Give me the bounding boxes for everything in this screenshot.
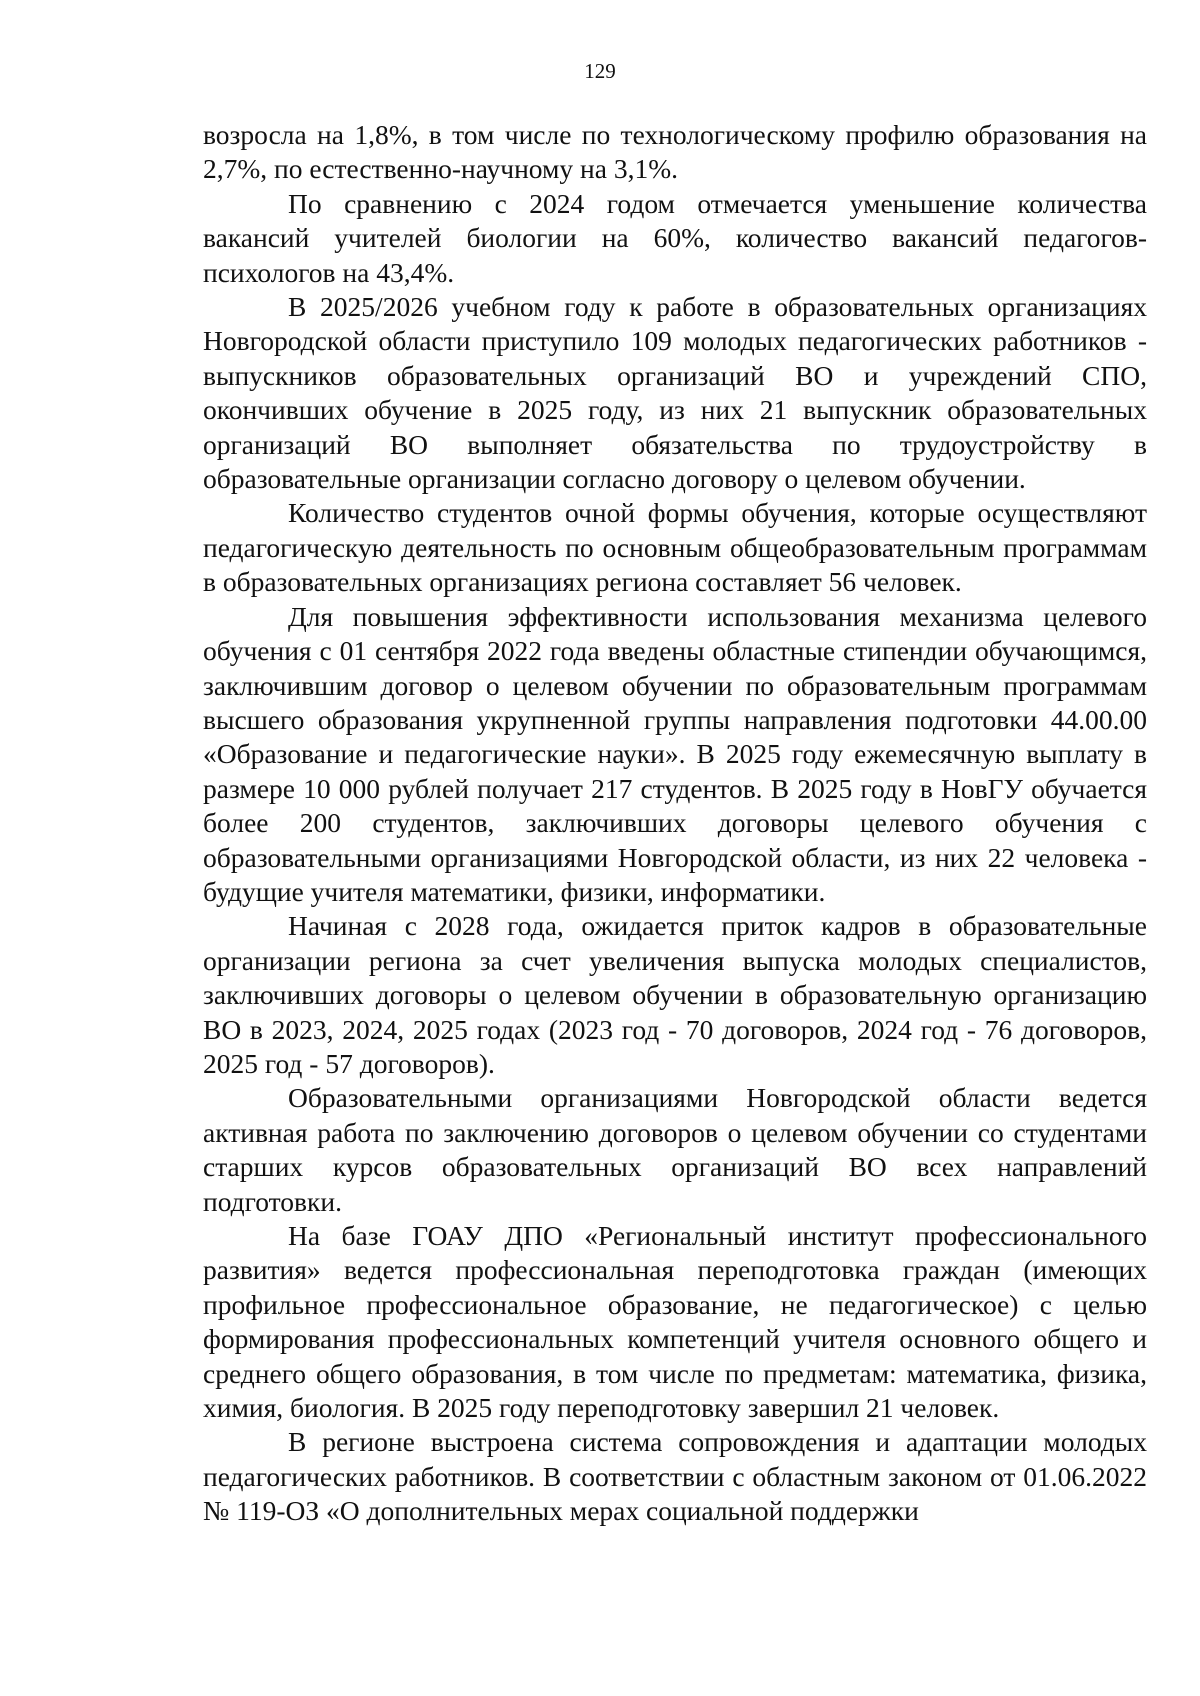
document-body: [203, 118, 1147, 1529]
paragraph-personnel-inflow: Начиная с 2028 года, ожидается приток кадров в образовательные организации региона за счет увеличения выпуска молодых специалистов, заключивших договоры о целевом обучении в образовательную организацию ВО в 2023, 2024, 2025 годах (2023 год - 70 договоров, 2024 год - 76 договоров, 2025 год - 57 договоров).: [203, 910, 1147, 1079]
paragraph-targeted-training: Для повышения эффективности использования механизма целевого обучения с 01 сентября 2022 года введены областные стипендии обучающимся, заключившим договор о целевом обучении по образовательным программам высшего образования укрупненной группы направления подготовки 44.00.00 «Образование и педагогические науки». В 2025 году ежемесячную выплату в размере 10 000 рублей получает 217 студентов. В 2025 году в НовГУ обучается более 200 студентов, заключивших договоры целевого обучения с образовательными организациями Новгородской области, из них 22 человека - будущие учителя математики, физики, информатики.: [203, 600, 1147, 907]
paragraph-contracts-work: Образовательными организациями Новгородской области ведется активная работа по заключению договоров о целевом обучении со студентами старших курсов образовательных организаций ВО всех направлений подготовки.: [203, 1082, 1147, 1217]
paragraph-vacancies: По сравнению с 2024 годом отмечается уменьшение количества вакансий учителей биологии на 60%, количество вакансий педагогов-психологов на 43,4%.: [203, 187, 1147, 288]
paragraph-young-teachers: В 2025/2026 учебном году к работе в образовательных организациях Новгородской области приступило 109 молодых педагогических работников - выпускников образовательных организаций ВО и учреждений СПО, окончивших обучение в 2025 году, из них 21 выпускник образовательных организаций ВО выполняет обязательства по трудоустройству в образовательные организации согласно договору о целевом обучении.: [203, 291, 1147, 495]
paragraph-continuation: возросла на 1,8%, в том числе по технологическому профилю образования на 2,7%, по естественно-научному на 3,1%.: [203, 119, 1147, 185]
paragraph-retraining: На базе ГОАУ ДПО «Региональный институт профессионального развития» ведется профессиональная переподготовка граждан (имеющих профильное профессиональное образование, не педагогическое) с целью формирования профессиональных компетенций учителя основного общего и среднего общего образования, в том числе по предметам: математика, физика, химия, биология. В 2025 году переподготовку завершил 21 человек.: [203, 1220, 1147, 1424]
paragraph-adaptation-system: В регионе выстроена система сопровождения и адаптации молодых педагогических работников. В соответствии с областным законом от 01.06.2022 № 119-ОЗ «О дополнительных мерах социальной поддержки: [203, 1426, 1147, 1527]
page-number: 129: [584, 59, 616, 83]
paragraph-students-teaching: Количество студентов очной формы обучения, которые осуществляют педагогическую деятельность по основным общеобразовательным программам в образовательных организациях региона составляет 56 человек.: [203, 497, 1147, 598]
